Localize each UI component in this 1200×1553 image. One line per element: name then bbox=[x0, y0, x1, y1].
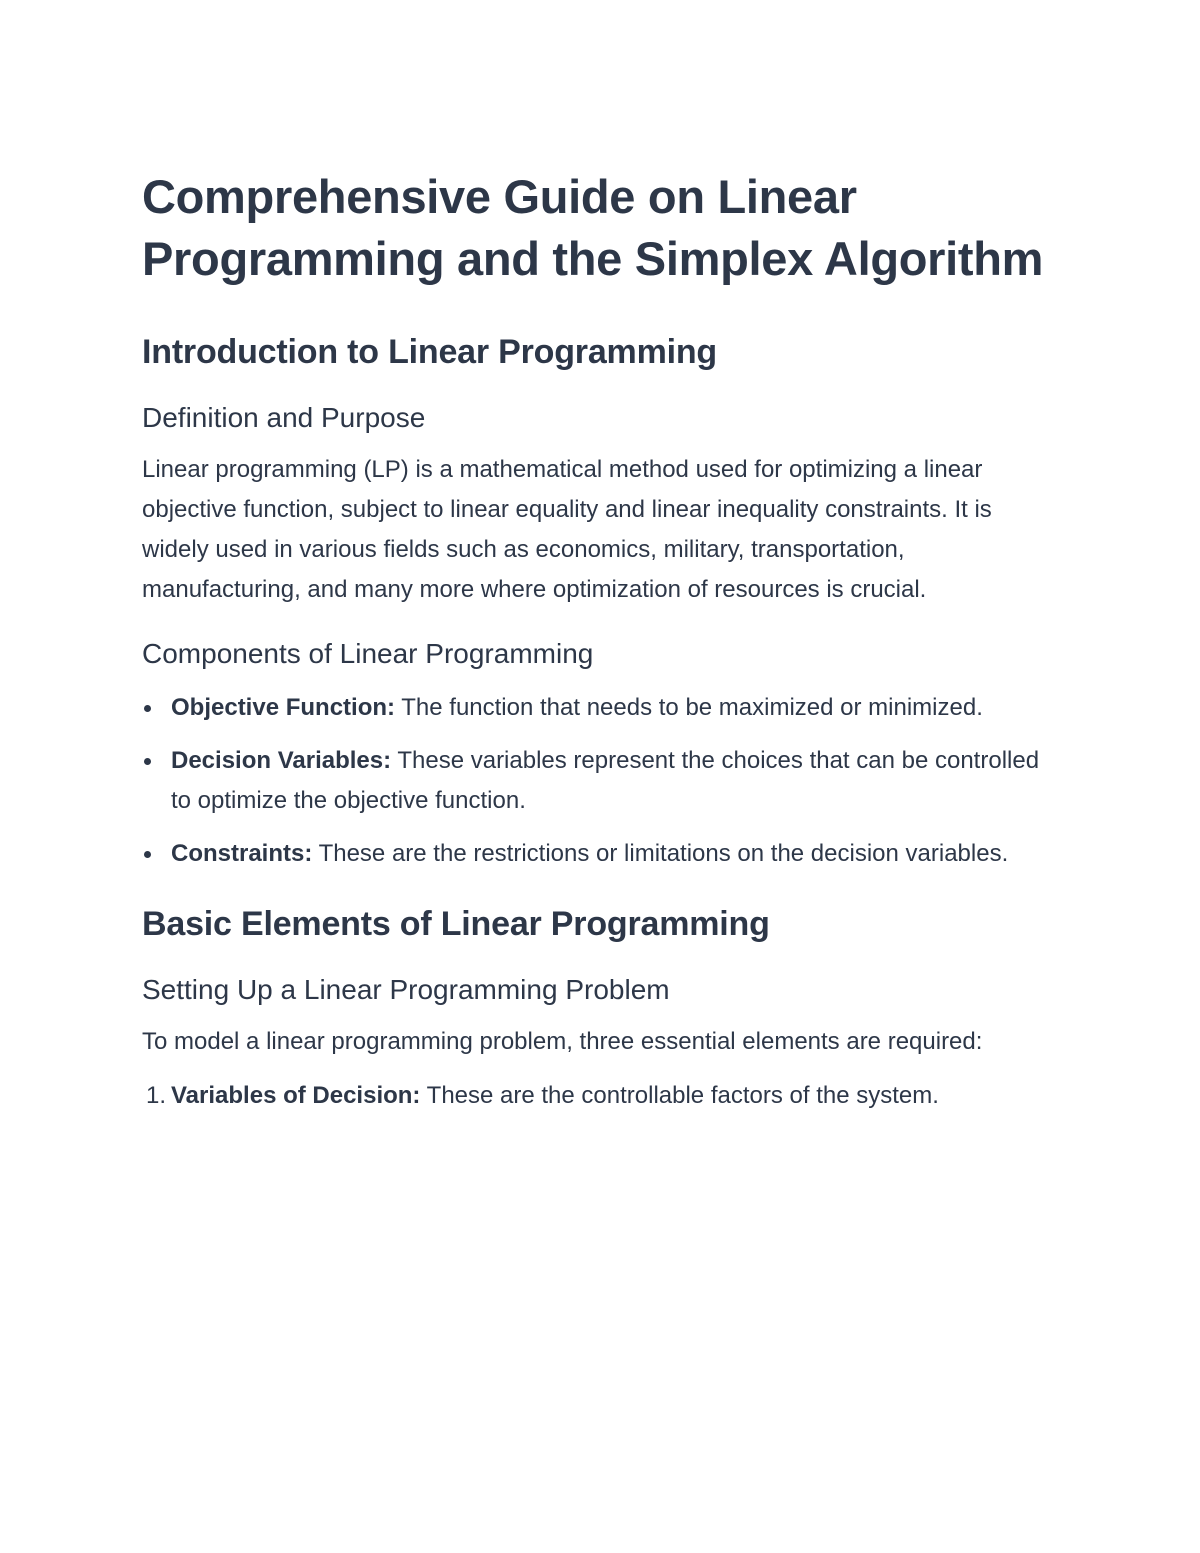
list-item bbox=[142, 741, 1062, 821]
list-item-term: Constraints: bbox=[171, 840, 313, 867]
definition-paragraph: Linear programming (LP) is a mathematical method used for optimizing a linear objective function, subject to linear equality and linear inequality constraints. It is widely used in various fields such as economics, military, transportation, manufacturing, and many more where optimization of resources is crucial. bbox=[142, 456, 992, 603]
bullet-icon bbox=[144, 851, 151, 858]
document-page bbox=[142, 166, 1062, 1129]
list-item-term: Decision Variables: bbox=[171, 747, 392, 774]
list-number: 1. bbox=[146, 1082, 167, 1109]
list-item bbox=[142, 834, 1062, 874]
bullet-icon bbox=[144, 705, 151, 712]
list-item-text: These are the controllable factors of the system. bbox=[420, 1082, 939, 1109]
subheading-setup: Setting Up a Linear Programming Problem bbox=[142, 974, 670, 1005]
list-item-text: These are the restrictions or limitations on the decision variables. bbox=[312, 840, 1009, 867]
subheading-definition: Definition and Purpose bbox=[142, 402, 426, 433]
bullet-icon bbox=[144, 758, 151, 765]
list-item bbox=[142, 688, 1062, 728]
setup-paragraph: To model a linear programming problem, three essential elements are required: bbox=[142, 1028, 983, 1055]
components-list bbox=[142, 688, 1062, 874]
section-heading-basic-elements: Basic Elements of Linear Programming bbox=[142, 905, 770, 943]
setup-list bbox=[142, 1076, 1062, 1116]
list-item-text: The function that needs to be maximized or minimized. bbox=[395, 694, 983, 721]
subheading-components: Components of Linear Programming bbox=[142, 638, 594, 669]
list-item bbox=[142, 1076, 1062, 1116]
list-item-text: These variables represent the choices that can be controlled to optimize the objective function. bbox=[171, 747, 1040, 814]
list-item-term: Objective Function: bbox=[171, 694, 396, 721]
list-item-term: Variables of Decision: bbox=[171, 1082, 421, 1109]
section-heading-introduction: Introduction to Linear Programming bbox=[142, 333, 717, 371]
document-title: Comprehensive Guide on Linear Programming and the Simplex Algorithm bbox=[142, 170, 1044, 285]
